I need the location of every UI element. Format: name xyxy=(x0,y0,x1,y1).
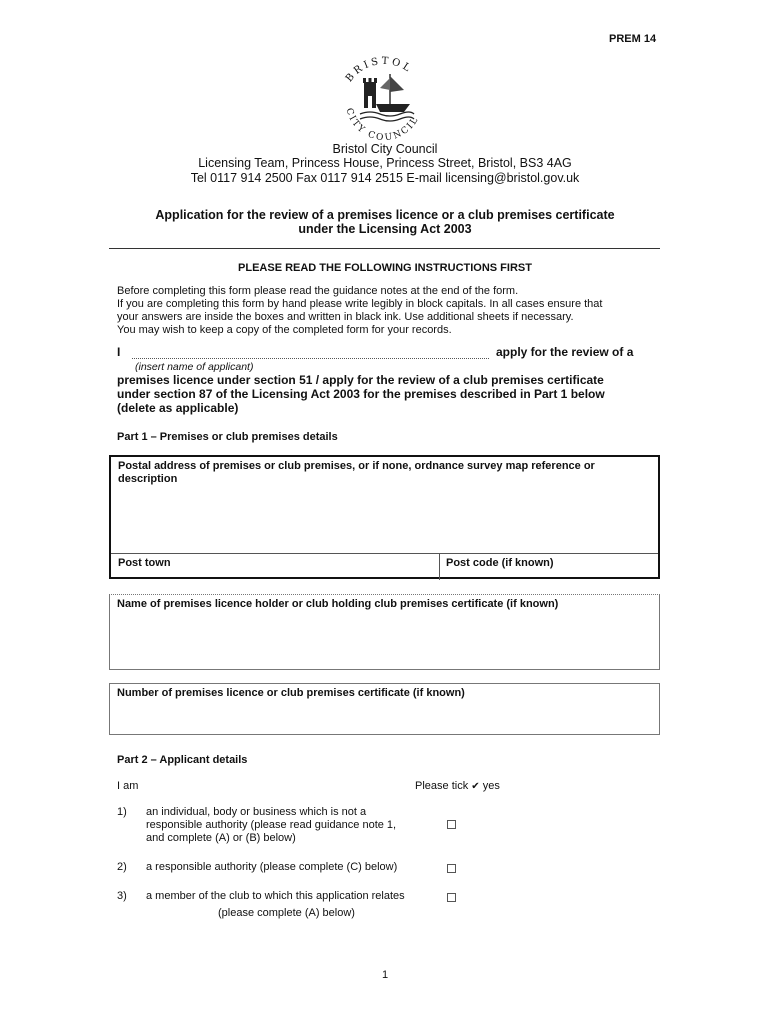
form-reference: PREM 14 xyxy=(609,33,657,45)
instructions-line: You may wish to keep a copy of the completed form for your records. xyxy=(117,324,452,336)
applicant-name-hint: (insert name of applicant) xyxy=(135,361,254,373)
council-name: Bristol City Council xyxy=(332,142,438,156)
applicant-suffix: apply for the review of a xyxy=(496,345,634,359)
option-1-text xyxy=(146,806,446,845)
option-2-number: 2) xyxy=(117,861,127,873)
post-code-label: Post code (if known) xyxy=(446,557,554,569)
form-title-line-1: Application for the review of a premises licence or a club premises certificate xyxy=(155,208,615,222)
instructions-heading: PLEASE READ THE FOLLOWING INSTRUCTIONS FIRST xyxy=(238,262,532,274)
part1-heading: Part 1 – Premises or club premises details xyxy=(117,431,338,443)
option-1-line: an individual, body or business which is not a xyxy=(146,806,367,818)
application-statement-line: under section 87 of the Licensing Act 2003 for the premises described in Part 1 below xyxy=(117,387,605,401)
applicant-prefix: I xyxy=(117,345,121,359)
crest-text-bottom: CITY COUNCIL xyxy=(343,107,422,142)
form-title xyxy=(0,208,770,236)
option-3-text: a member of the club to which this application relates xyxy=(146,890,405,902)
page-number: 1 xyxy=(381,969,389,981)
licence-holder-box[interactable] xyxy=(109,594,660,670)
postal-address-label: Postal address of premises or club premises, or if none, ordnance survey map reference or description xyxy=(118,460,595,485)
option-1-checkbox[interactable] xyxy=(447,820,456,829)
ship-and-castle-icon xyxy=(360,74,414,121)
application-statement-line: premises licence under section 51 / apply for the review of a club premises certificate xyxy=(117,373,604,387)
title-divider xyxy=(109,248,660,249)
option-1-line: and complete (A) or (B) below) xyxy=(146,832,296,844)
tick-label: Please tick xyxy=(415,780,469,792)
part2-heading: Part 2 – Applicant details xyxy=(117,754,248,766)
post-town-label: Post town xyxy=(118,557,171,569)
bristol-city-council-crest-icon xyxy=(330,52,438,142)
council-contact: Tel 0117 914 2500 Fax 0117 914 2515 E-mail licensing@bristol.gov.uk xyxy=(190,171,580,185)
form-title-line-2: under the Licensing Act 2003 xyxy=(298,222,472,236)
option-2-checkbox[interactable] xyxy=(447,864,456,873)
instructions-line: Before completing this form please read the guidance notes at the end of the form. xyxy=(117,285,519,297)
town-postcode-row xyxy=(111,553,658,580)
council-address: Licensing Team, Princess House, Princess Street, Bristol, BS3 4AG xyxy=(198,156,572,170)
i-am-label: I am xyxy=(117,780,139,792)
option-1-number: 1) xyxy=(117,806,127,818)
postal-address-box[interactable] xyxy=(109,455,660,579)
checkmark-icon: ✔ xyxy=(471,781,480,792)
option-2-text: a responsible authority (please complete (C) below) xyxy=(146,861,398,873)
licence-holder-label: Name of premises licence holder or club holding club premises certificate (if known) xyxy=(117,598,559,610)
tick-instruction xyxy=(415,780,500,792)
yes-label: yes xyxy=(482,780,500,792)
crest-text-top: BRISTOL xyxy=(343,55,415,85)
town-postcode-divider xyxy=(439,554,440,580)
applicant-name-field[interactable] xyxy=(132,358,489,359)
application-statement-line: (delete as applicable) xyxy=(117,401,239,415)
instructions-line: If you are completing this form by hand please write legibly in block capitals. In all cases ensure that xyxy=(117,298,603,310)
application-statement xyxy=(117,373,662,415)
instructions-line: your answers are inside the boxes and written in black ink. Use additional sheets if necessary. xyxy=(117,311,574,323)
instructions-text xyxy=(117,285,657,337)
option-3-checkbox[interactable] xyxy=(447,893,456,902)
option-3-number: 3) xyxy=(117,890,127,902)
licence-number-label: Number of premises licence or club premises certificate (if known) xyxy=(117,687,465,699)
option-3-note: (please complete (A) below) xyxy=(218,907,355,919)
option-1-line: responsible authority (please read guidance note 1, xyxy=(146,819,397,831)
licence-number-box[interactable] xyxy=(109,683,660,735)
svg-text:BRISTOL xyxy=(344,56,415,84)
